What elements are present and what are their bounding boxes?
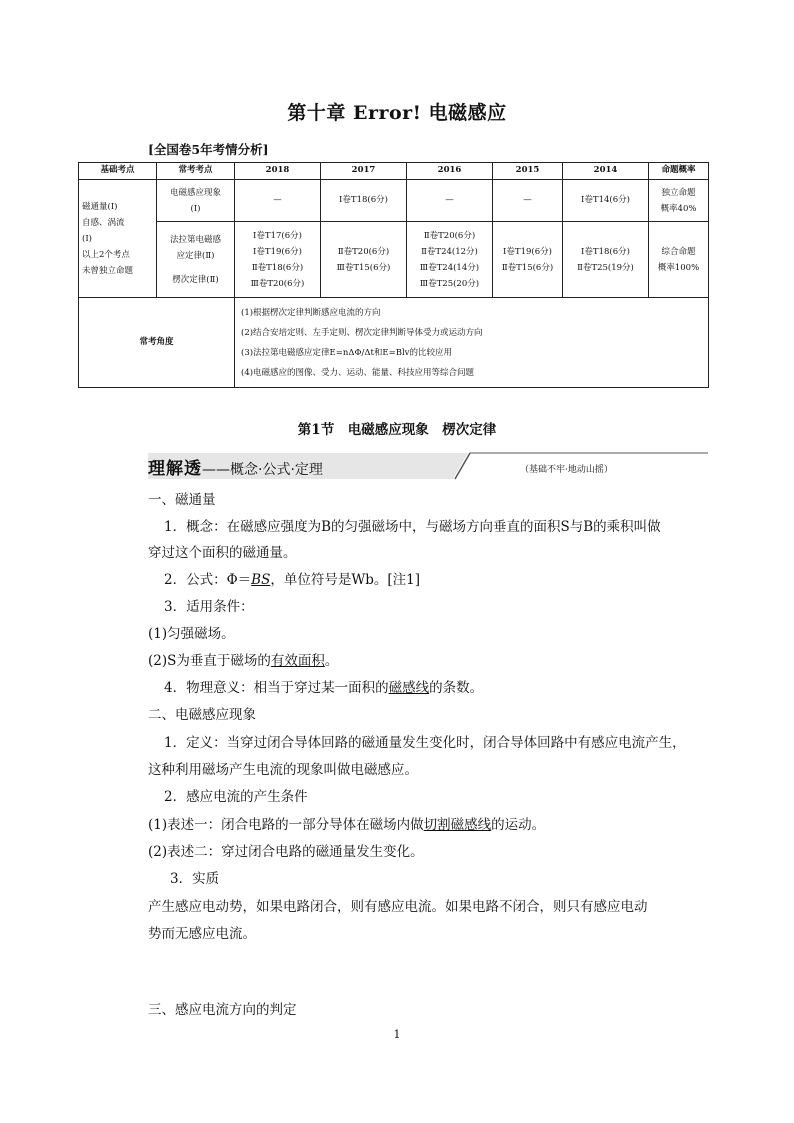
text-run: 。 xyxy=(324,653,339,669)
common-point-cell xyxy=(157,222,235,298)
text-run: 的条数。 xyxy=(429,680,484,696)
heading-em-induction: 二、电磁感应现象 xyxy=(148,707,256,723)
paragraph xyxy=(148,651,338,671)
formula-prefix: 2．公式：Φ＝ xyxy=(164,572,252,588)
paragraph: 1．概念：在磁感应强度为B的匀强磁场中，与磁场方向垂直的面积S与B的乘积叫做 xyxy=(164,519,661,535)
header-cell: 2016 xyxy=(407,163,493,180)
paragraph: 3．实质 xyxy=(170,871,220,887)
paragraph: 这种利用磁场产生电流的现象叫做电磁感应。 xyxy=(148,762,418,778)
point-label: 应定律(Ⅱ) xyxy=(176,250,215,261)
exam-entry: Ⅱ卷T25(19分) xyxy=(577,262,634,273)
probability-cell xyxy=(649,222,709,298)
paragraph: (2)表述二：穿过闭合电路的磁通量发生变化。 xyxy=(148,844,424,860)
basic-point-line: 自感、涡流 xyxy=(82,217,125,228)
basic-point-line: 磁通量(Ⅰ) xyxy=(82,201,118,212)
heading-current-direction: 三、感应电流方向的判定 xyxy=(148,1002,297,1018)
exam-entry: Ⅱ卷T15(6分) xyxy=(501,262,554,273)
exam-entry: Ⅱ卷T18(6分) xyxy=(251,262,304,273)
year-2017-cell: Ⅰ卷T18(6分) xyxy=(321,180,407,222)
year-2014-cell xyxy=(563,222,649,298)
year-2018-cell: — xyxy=(235,180,321,222)
basic-points-cell xyxy=(79,180,157,298)
table-caption: [全国卷5年考情分析] xyxy=(148,142,269,157)
paragraph: (1)匀强磁场。 xyxy=(148,626,235,642)
basic-point-line: 未曾独立命题 xyxy=(82,265,134,276)
table-row xyxy=(79,180,709,222)
year-2017-cell xyxy=(321,222,407,298)
header-cell: 2017 xyxy=(321,163,407,180)
direction-item: (1)根据楞次定律判断感应电流的方向 xyxy=(241,307,381,318)
formula-line xyxy=(164,570,420,590)
header-cell: 2014 xyxy=(563,163,649,180)
common-point-cell xyxy=(157,180,235,222)
underlined-term: 切割磁感线 xyxy=(423,817,492,833)
probability-line: 概率40% xyxy=(660,203,697,214)
underlined-term: 磁感线 xyxy=(388,680,430,696)
underlined-term: 有效面积 xyxy=(270,653,325,669)
banner-sub: 概念·公式·定理 xyxy=(230,462,323,478)
paragraph: 1．定义：当穿过闭合导体回路的磁通量发生变化时，闭合导体回路中有感应电流产生， xyxy=(164,735,686,751)
header-cell: 基础考点 xyxy=(79,163,157,180)
table-row xyxy=(79,222,709,298)
page-number: 1 xyxy=(393,1028,401,1041)
direction-list-cell xyxy=(235,298,709,388)
exam-entry: Ⅰ卷T19(6分) xyxy=(503,246,552,257)
banner-note: （基础不牢·地动山摇） xyxy=(520,465,613,475)
header-cell: 2015 xyxy=(493,163,563,180)
point-level: (Ⅰ) xyxy=(190,203,201,214)
table-row xyxy=(79,298,709,388)
basic-point-line: (Ⅰ) xyxy=(82,233,92,244)
text-run: 的运动。 xyxy=(491,817,546,833)
direction-item: (3)法拉第电磁感应定律E=nΔΦ/Δt和E=Blv的比较应用 xyxy=(241,347,452,358)
chapter-title: 第十章 Error! 电磁感应 xyxy=(287,102,507,124)
exam-entry: Ⅱ卷T20(6分) xyxy=(423,230,476,241)
basic-point-line: 以上2个考点 xyxy=(82,249,130,260)
year-2015-cell xyxy=(493,222,563,298)
banner-dash: —— xyxy=(202,462,230,478)
year-2016-cell xyxy=(407,222,493,298)
table-header-row xyxy=(79,163,709,180)
paragraph: 势而无感应电流。 xyxy=(148,926,256,942)
direction-item: (4)电磁感应的图像、受力、运动、能量、科技应用等综合问题 xyxy=(241,367,475,378)
heading-magnetic-flux: 一、磁通量 xyxy=(148,492,216,508)
formula: BS xyxy=(251,572,271,588)
probability-line: 综合命题 xyxy=(661,246,696,257)
text-run: (2)S为垂直于磁场的 xyxy=(148,653,271,669)
exam-entry: Ⅲ卷T20(6分) xyxy=(250,278,305,289)
banner-main: 理解透 xyxy=(148,459,202,479)
point-label: 法拉第电磁感 xyxy=(169,234,221,245)
direction-label-cell: 常考角度 xyxy=(79,298,235,388)
exam-analysis-table xyxy=(78,162,709,388)
exam-entry: Ⅲ卷T15(6分) xyxy=(336,262,391,273)
point-label: 电磁感应现象 xyxy=(169,187,221,198)
exam-entry: Ⅱ卷T20(6分) xyxy=(337,246,390,257)
year-2014-cell: Ⅰ卷T14(6分) xyxy=(563,180,649,222)
header-cell: 常考考点 xyxy=(157,163,235,180)
exam-entry: Ⅲ卷T24(14分) xyxy=(419,262,480,273)
exam-entry: Ⅰ卷T17(6分) xyxy=(253,230,302,241)
formula-suffix: ，单位符号是Wb。[注1] xyxy=(270,572,420,588)
probability-cell xyxy=(649,180,709,222)
paragraph xyxy=(164,678,483,698)
paragraph: 穿过这个面积的磁通量。 xyxy=(148,545,297,561)
paragraph: 产生感应电动势，如果电路闭合，则有感应电流。如果电路不闭合，则只有感应电动 xyxy=(148,899,648,915)
header-cell: 命题概率 xyxy=(649,163,709,180)
paragraph xyxy=(148,815,545,835)
exam-entry: Ⅱ卷T24(12分) xyxy=(421,246,478,257)
text-run: (1)表述一：闭合电路的一部分导体在磁场内做 xyxy=(148,817,424,833)
banner-heading xyxy=(148,454,323,479)
paragraph: 3．适用条件： xyxy=(164,599,254,615)
probability-line: 概率100% xyxy=(657,262,700,273)
year-2018-cell xyxy=(235,222,321,298)
year-2015-cell: — xyxy=(493,180,563,222)
header-cell: 2018 xyxy=(235,163,321,180)
paragraph: 2．感应电流的产生条件 xyxy=(164,789,308,805)
year-2016-cell: — xyxy=(407,180,493,222)
direction-item: (2)结合安培定则、左手定则、楞次定律判断导体受力或运动方向 xyxy=(241,327,483,338)
exam-entry: Ⅰ卷T18(6分) xyxy=(581,246,630,257)
exam-entry: Ⅲ卷T25(20分) xyxy=(419,278,480,289)
section-title: 第1节 电磁感应现象 楞次定律 xyxy=(297,422,497,438)
probability-line: 独立命题 xyxy=(661,187,696,198)
exam-entry: Ⅰ卷T19(6分) xyxy=(253,246,302,257)
point-label: 楞次定律(Ⅱ) xyxy=(172,274,219,285)
text-run: 4．物理意义：相当于穿过某一面积的 xyxy=(164,680,389,696)
